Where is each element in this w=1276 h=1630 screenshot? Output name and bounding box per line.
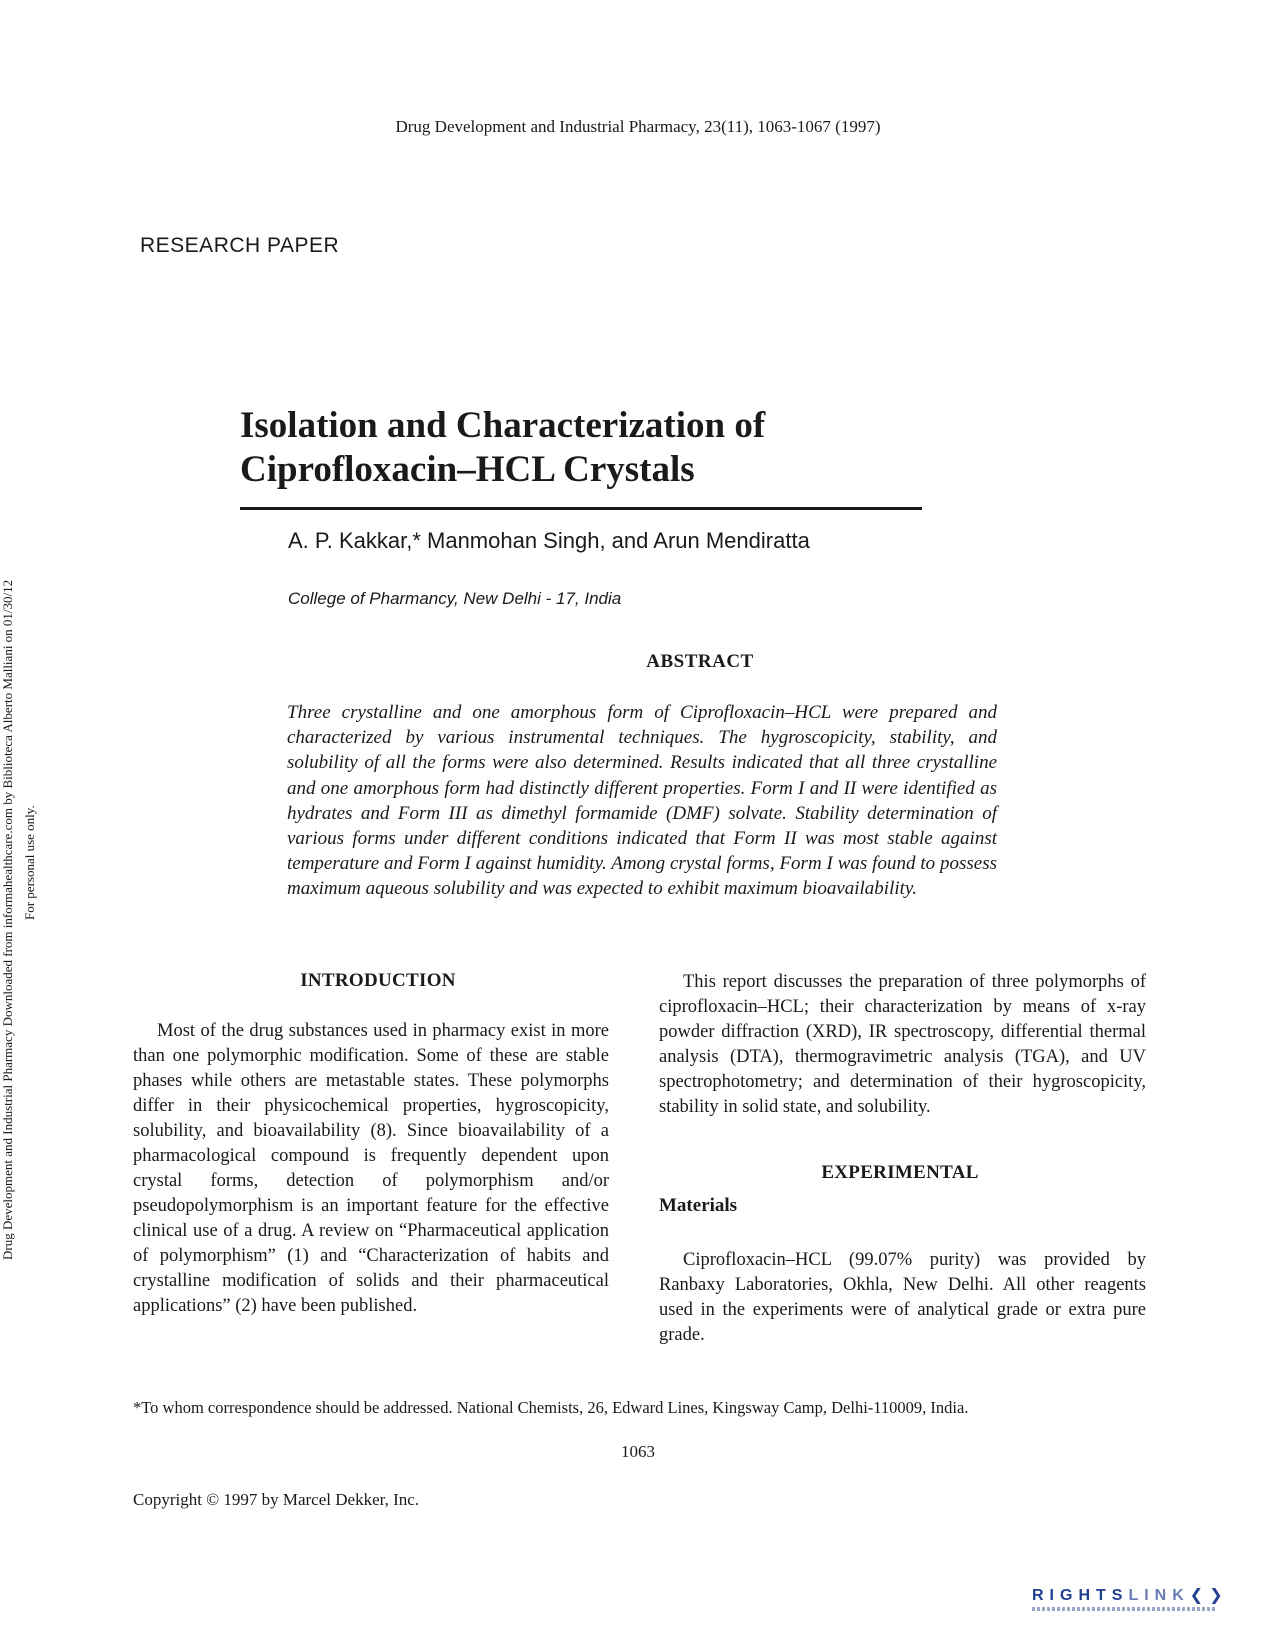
title-line-2: Ciprofloxacin–HCL Crystals (240, 449, 695, 490)
logo-word-rights: RIGHTS (1032, 1587, 1129, 1604)
paper-title (240, 404, 960, 492)
introduction-heading: INTRODUCTION (300, 970, 456, 991)
title-line-1: Isolation and Characterization of (240, 405, 766, 446)
download-watermark: Drug Development and Industrial Pharmacy Downloaded from informahealthcare.com by Biblioteca Alberto Malliani on 01/30/12 (0, 579, 15, 1260)
abstract-text: Three crystalline and one amorphous form of Ciprofloxacin–HCL were prepared and characterized by various instrumental techniques. The hygroscopicity, stability, and solubility of all the forms were also determined. Results indicated that all three crystalline and one amorphous form had distinctly different properties. Form I and II were identified as hydrates and Form III as dimethyl formamide (DMF) solvate. Stability determination of various forms under different conditions indicated that Form II was most stable against temperature and Form I against humidity. Among crystal forms, Form I was found to possess maximum aqueous solubility and was expected to exhibit maximum bioavailability. (287, 702, 997, 900)
introduction-paragraph: Most of the drug substances used in pharmacy exist in more than one polymorphic modification. Some of these are stable phases while others are metastable states. These polymorphs differ in their physicochemical properties, hygroscopicity, solubility, and bioavailability (8). Since bioavailability of a pharmacological compound is frequently dependent upon crystal forms, detection of polymorphism and/or pseudopolymorphism is an important feature for the effective clinical use of a drug. A review on “Pharmaceutical application of polymorphism” (1) and “Characterization of habits and crystalline modification of solids and their pharmaceutical applications” (2) have been published. (133, 1021, 609, 1316)
title-rule (240, 507, 922, 510)
materials-paragraph: Ciprofloxacin–HCL (99.07% purity) was provided by Ranbaxy Laboratories, Okhla, New Delhi. All other reagents used in the experiments were of analytical grade or extra pure grade. (659, 1250, 1146, 1345)
logo-arrow-icon: ❮❯ (1189, 1587, 1229, 1604)
page-number: 1063 (621, 1442, 655, 1461)
abstract-heading: ABSTRACT (646, 651, 754, 672)
journal-header: Drug Development and Industrial Pharmacy, 23(11), 1063-1067 (1997) (395, 117, 881, 136)
logo-tagline-mark (1032, 1607, 1217, 1611)
rightslink-logo[interactable] (1032, 1585, 1252, 1623)
authors: A. P. Kakkar,* Manmohan Singh, and Arun Mendiratta (288, 528, 810, 553)
copyright: Copyright © 1997 by Marcel Dekker, Inc. (133, 1490, 420, 1509)
correspondence-footnote: *To whom correspondence should be addressed. National Chemists, 26, Edward Lines, Kingsway Camp, Delhi-110009, India. (133, 1398, 969, 1417)
logo-word-link: LINK (1128, 1587, 1190, 1604)
materials-heading: Materials (659, 1195, 738, 1216)
section-label: RESEARCH PAPER (140, 234, 340, 257)
experimental-heading: EXPERIMENTAL (821, 1162, 979, 1183)
affiliation: College of Pharmancy, New Delhi - 17, India (288, 589, 622, 608)
usage-watermark: For personal use only. (22, 805, 37, 920)
introduction-continuation: This report discusses the preparation of three polymorphs of ciprofloxacin–HCL; their characterization by means of x-ray powder diffraction (XRD), IR spectroscopy, differential thermal analysis (DTA), thermogravimetric analysis (TGA), and UV spectrophotometry; and determination of their hygroscopicity, stability in solid state, and solubility. (659, 972, 1146, 1117)
